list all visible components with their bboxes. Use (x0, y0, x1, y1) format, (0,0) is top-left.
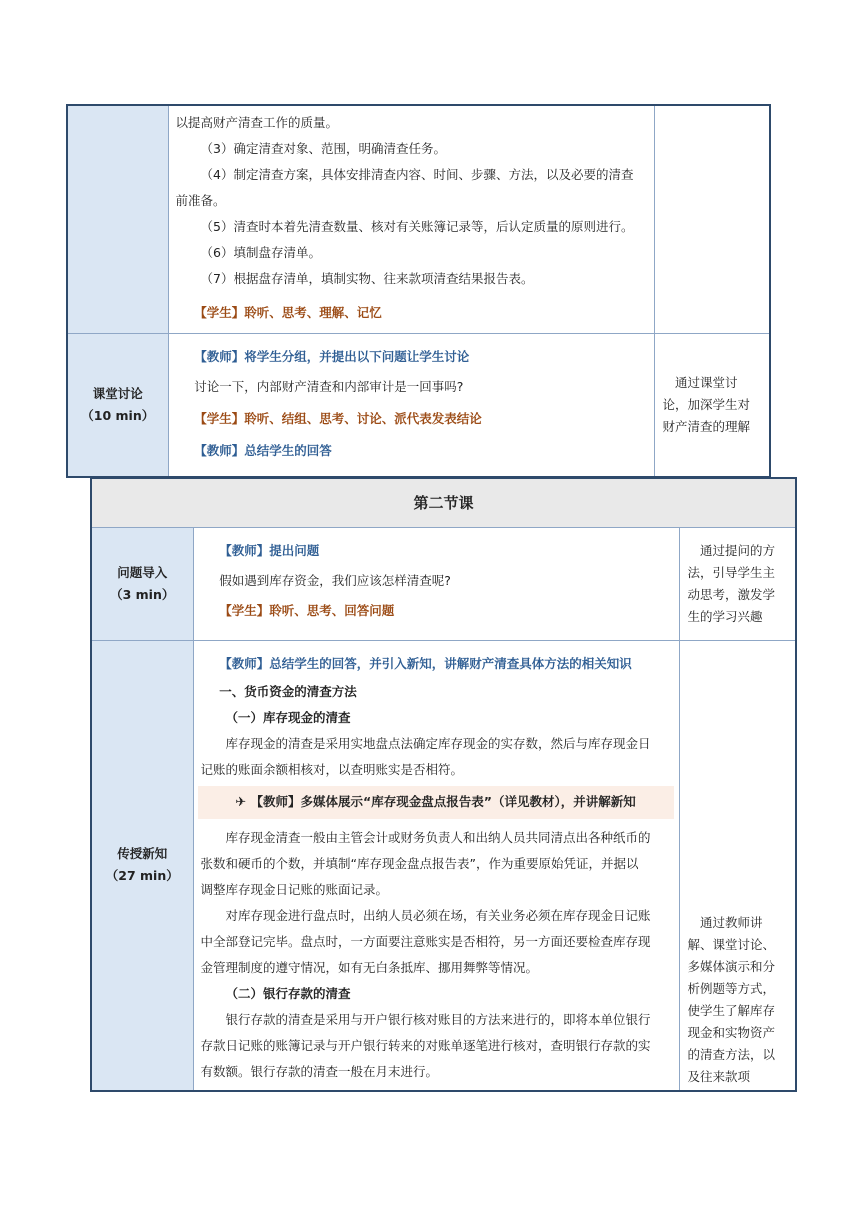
student-activity: 【学生】聆听、思考、回答问题 (219, 603, 395, 618)
subsection-heading: （二）银行存款的清查 (225, 986, 351, 1001)
content-cell (193, 528, 679, 641)
paragraph-line: 金管理制度的遵守情况，如有无白条抵库、挪用舞弊等情况。 (200, 960, 539, 975)
content-cell (168, 333, 654, 477)
teacher-activity: 【教师】将学生分组，并提出以下问题让学生讨论 (194, 348, 470, 364)
paragraph-line: 对库存现金进行盘点时，出纳人员必须在场，有关业务必须在库存现金日记账 (225, 908, 651, 923)
paragraph-line: 调整库存现金日记账的账面记录。 (200, 882, 389, 897)
student-activity: 【学生】聆听、结组、思考、讨论、派代表发表结论 (194, 410, 482, 426)
content-line: （4）制定清查方案，具体安排清查内容、时间、步骤、方法，以及必要的清查 (200, 167, 634, 182)
subsection-heading: （一）库存现金的清查 (225, 710, 351, 725)
section-header: 第二节课 (91, 478, 796, 528)
note-cell: 通过课堂讨论，加深学生对财产清查的理解 (654, 333, 770, 477)
paragraph-line: 库存现金清查一般由主管会计或财务负责人和出纳人员共同清点出各种纸币的 (225, 830, 651, 845)
stage-label: 问题导入 (117, 565, 168, 580)
airplane-icon: ✈ (235, 795, 247, 810)
teacher-activity: 【教师】总结学生的回答，并引入新知，讲解财产清查具体方法的相关知识 (219, 656, 632, 671)
content-line: （7）根据盘存清单，填制实物、往来款项清查结果报告表。 (200, 271, 534, 286)
note-cell: 通过教师讲解、课堂讨论、多媒体演示和分析例题等方式，使学生了解库存现金和实物资产的清查方法，以及往来款项 (679, 641, 796, 1091)
media-callout-text: 【教师】多媒体展示“库存现金盘点报告表”（详见教材），并讲解新知 (250, 794, 636, 809)
content-line: 前准备。 (175, 193, 226, 208)
table-row (91, 641, 796, 1091)
paragraph-line: 记账的账面余额相核对，以查明账实是否相符。 (200, 762, 464, 777)
stage-time: （10 min） (81, 407, 155, 423)
table-row (91, 528, 796, 641)
paragraph-line: 张数和硬币的个数，并填制“库存现金盘点报告表”，作为重要原始凭证，并据以 (200, 856, 639, 871)
content-cell (168, 105, 654, 333)
paragraph-line: 存款日记账的账簿记录与开户银行转来的对账单逐笔进行核对，查明银行存款的实 (200, 1038, 651, 1053)
note-cell (654, 105, 770, 333)
stage-label: 课堂讨论 (92, 385, 143, 401)
stage-cell (67, 333, 168, 477)
table-row (67, 105, 770, 333)
content-cell (193, 641, 679, 1091)
stage-label: 传授新知 (117, 846, 168, 862)
section-heading: 一、货币资金的清查方法 (219, 684, 357, 699)
stage-cell (91, 641, 193, 1091)
content-line: （6）填制盘存清单。 (200, 245, 321, 260)
note-cell: 通过提问的方法，引导学生主动思考，激发学生的学习兴趣 (679, 528, 796, 641)
table-row (67, 333, 770, 477)
paragraph-line: 库存现金的清查是采用实地盘点法确定库存现金的实存数，然后与库存现金日 (225, 736, 651, 751)
lesson-table-1 (66, 104, 771, 478)
teacher-activity: 【教师】总结学生的回答 (194, 442, 332, 458)
paragraph-line: 有数额。银行存款的清查一般在月末进行。 (200, 1064, 439, 1079)
lead-question: 假如遇到库存资金，我们应该怎样清查呢? (219, 573, 451, 588)
stage-cell (91, 528, 193, 641)
stage-cell (67, 105, 168, 333)
table-row (91, 478, 796, 528)
paragraph-line: 中全部登记完毕。盘点时，一方面要注意账实是否相符，另一方面还要检查库存现 (200, 934, 651, 949)
discussion-question: 讨论一下，内部财产清查和内部审计是一回事吗? (194, 378, 464, 394)
paragraph-line: 银行存款的清查是采用与开户银行核对账目的方法来进行的，即将本单位银行 (225, 1012, 651, 1027)
stage-time: （3 min） (110, 587, 175, 602)
stage-time: （27 min） (105, 868, 179, 884)
student-activity: 【学生】聆听、思考、理解、记忆 (194, 305, 382, 320)
lesson-table-2 (90, 477, 797, 1092)
content-line: （3）确定清查对象、范围，明确清查任务。 (200, 141, 446, 156)
teacher-activity: 【教师】提出问题 (219, 543, 320, 558)
media-callout (198, 786, 674, 819)
content-line: （5）清查时本着先清查数量、核对有关账簿记录等，后认定质量的原则进行。 (200, 219, 634, 234)
content-line: 以提高财产清查工作的质量。 (175, 115, 339, 130)
